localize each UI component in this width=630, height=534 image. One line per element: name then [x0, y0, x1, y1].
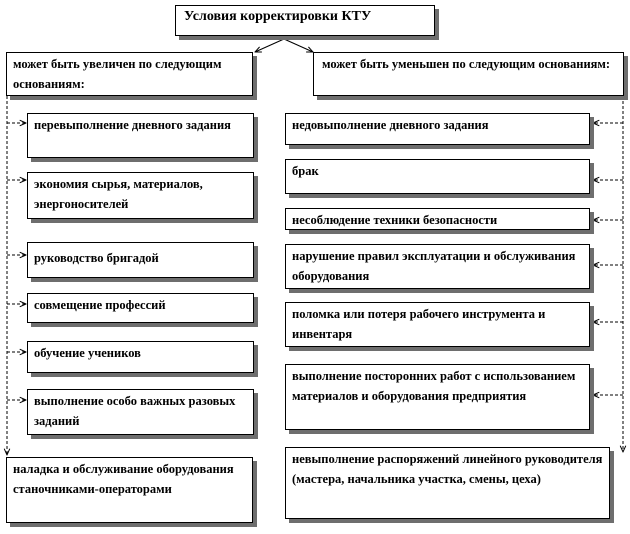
decrease-item-4	[285, 244, 590, 289]
decrease-item-text: брак	[292, 164, 319, 178]
decrease-heading-box	[313, 52, 624, 96]
increase-item-text: наладка и обслуживание оборудования станочниками-операторами	[13, 462, 234, 496]
decrease-item-text: невыполнение распоряжений линейного руководителя (мастера, начальника участка, смены, цеха)	[292, 452, 603, 486]
decrease-heading: может быть уменьшен по следующим основаниям:	[322, 57, 611, 71]
increase-item-2	[27, 172, 254, 219]
increase-item-text: перевыполнение дневного задания	[34, 118, 231, 132]
increase-item-4	[27, 293, 254, 323]
increase-item-5	[27, 341, 254, 373]
increase-item-7	[6, 457, 253, 523]
decrease-item-text: выполнение посторонних работ с использованием материалов и оборудования предприятия	[292, 369, 576, 403]
decrease-item-1	[285, 113, 590, 145]
increase-item-text: выполнение особо важных разовых заданий	[34, 394, 236, 428]
increase-item-text: обучение учеников	[34, 346, 141, 360]
increase-item-text: совмещение профессий	[34, 298, 166, 312]
diagram-title-box	[175, 5, 435, 36]
title-to-left-connector	[255, 39, 284, 52]
decrease-item-2	[285, 159, 590, 194]
decrease-item-7	[285, 447, 610, 519]
decrease-item-3	[285, 208, 590, 230]
decrease-item-6	[285, 364, 590, 430]
diagram-title: Условия корректировки КТУ	[184, 9, 372, 24]
increase-item-text: экономия сырья, материалов, энергоносителей	[34, 177, 203, 211]
title-to-right-connector	[284, 39, 313, 52]
increase-item-3	[27, 242, 254, 278]
decrease-item-text: недовыполнение дневного задания	[292, 118, 489, 132]
decrease-item-5	[285, 302, 590, 347]
decrease-item-text: несоблюдение техники безопасности	[292, 213, 498, 227]
decrease-item-text: нарушение правил эксплуатации и обслуживания оборудования	[292, 249, 576, 283]
increase-heading: может быть увеличен по следующим основаниям:	[13, 57, 222, 91]
increase-item-1	[27, 113, 254, 158]
increase-item-6	[27, 389, 254, 435]
increase-heading-box	[6, 52, 253, 96]
increase-item-text: руководство бригадой	[34, 251, 159, 265]
decrease-item-text: поломка или потеря рабочего инструмента и инвентаря	[292, 307, 546, 341]
